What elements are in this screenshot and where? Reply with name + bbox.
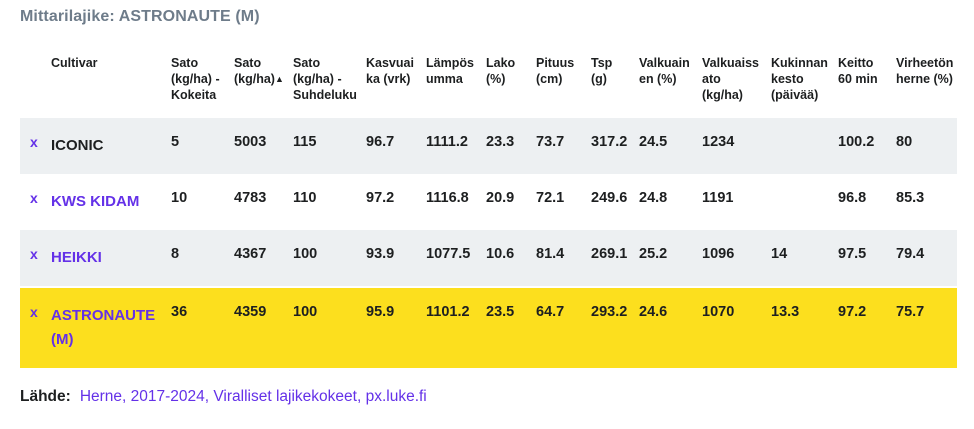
source-link[interactable]: Herne, 2017-2024, Viralliset lajikekokeet, px.luke.fi — [79, 388, 427, 406]
cell-value: 36 — [165, 287, 228, 368]
cell-value: 110 — [293, 190, 317, 207]
table-row — [20, 287, 957, 368]
column-header-sato-kokeita[interactable]: Sato (kg/ha) - Kokeita — [171, 56, 220, 102]
cell-value: 100 — [287, 287, 360, 368]
remove-row-button[interactable]: x — [30, 304, 38, 321]
column-header-keitto[interactable]: Keitto 60 min — [838, 56, 878, 86]
cultivar-name[interactable]: HEIKKI — [45, 230, 165, 287]
remove-cell — [20, 287, 45, 368]
reference-variety-value: ASTRONAUTE (M) — [118, 8, 260, 25]
cell-value: 93.9 — [360, 230, 420, 287]
column-header-sato[interactable]: Sato (kg/ha)▲ — [234, 56, 284, 86]
cell-value: 75.7 — [890, 287, 957, 368]
cell-value: 97.2 — [832, 287, 890, 368]
cell-value: 14 — [765, 230, 832, 287]
cell-value: 24.5 — [633, 118, 696, 174]
cell-value: 79.4 — [890, 230, 957, 287]
cell-value: 1191 — [702, 190, 734, 207]
column-header-tsp[interactable]: Tsp (g) — [591, 56, 613, 86]
cell-value: 1077.5 — [420, 230, 480, 287]
column-header-sato-suhdeluku[interactable]: Sato (kg/ha) - Suhdeluku — [293, 56, 357, 102]
cell-value: 23.3 — [480, 118, 530, 174]
table-body — [20, 118, 957, 368]
column-header-valkuainen[interactable]: Valkuainen (%) — [639, 56, 690, 86]
cell-value: 80 — [890, 118, 957, 174]
cell-value: 24.6 — [633, 287, 696, 368]
cell-value: 95.9 — [360, 287, 420, 368]
remove-row-button[interactable]: x — [30, 246, 38, 263]
cell-value: 10 — [171, 190, 188, 207]
cell-value: 8 — [165, 230, 228, 287]
cell-value: 293.2 — [585, 287, 633, 368]
column-header-kukinnan-kesto[interactable]: Kukinnan kesto (päivää) — [771, 56, 828, 102]
column-header-lako[interactable]: Lako (%) — [486, 56, 516, 86]
cell-value — [765, 118, 832, 174]
cell-value: 1116.8 — [426, 190, 469, 207]
column-header-lamposumma[interactable]: Lämpösumma — [426, 56, 474, 86]
cell-value: 4367 — [228, 230, 287, 287]
sort-ascending-icon: ▲ — [274, 73, 284, 84]
cell-value: 10.6 — [480, 230, 530, 287]
remove-row-button[interactable]: x — [30, 190, 38, 207]
column-header-pituus[interactable]: Pituus (cm) — [536, 56, 575, 86]
cell-value — [765, 174, 832, 230]
cell-value: 1070 — [696, 287, 765, 368]
column-header-virheeton-herne[interactable]: Virheetön herne (%) — [896, 56, 954, 86]
table-row — [20, 174, 957, 230]
cell-value: 4783 — [234, 190, 267, 207]
remove-cell — [20, 118, 45, 174]
cell-value: 115 — [287, 118, 360, 174]
cultivar-name[interactable]: ASTRONAUTE (M) — [45, 287, 165, 368]
cell-value: 96.7 — [360, 118, 420, 174]
cell-value: 13.3 — [765, 287, 832, 368]
remove-row-button[interactable]: x — [30, 134, 38, 151]
column-header-empty — [20, 51, 45, 118]
cell-value: 1096 — [696, 230, 765, 287]
cell-value: 5003 — [228, 118, 287, 174]
column-header-valkuaissato[interactable]: Valkuaissato (kg/ha) — [702, 56, 759, 102]
table-header-row — [20, 51, 957, 118]
cell-value: 81.4 — [530, 230, 585, 287]
cell-value: 96.8 — [838, 190, 867, 207]
cell-value: 73.7 — [530, 118, 585, 174]
cultivar-name[interactable]: KWS KIDAM — [51, 193, 140, 211]
source-line — [20, 388, 974, 406]
table-row — [20, 118, 957, 174]
page-title — [20, 8, 974, 26]
cultivar-name: ICONIC — [45, 118, 165, 174]
cell-value: 97.5 — [832, 230, 890, 287]
source-label: Lähde: — [20, 388, 71, 406]
cell-value: 25.2 — [633, 230, 696, 287]
cell-value: 100.2 — [832, 118, 890, 174]
column-header-cultivar[interactable]: Cultivar — [51, 56, 98, 70]
cell-value: 100 — [287, 230, 360, 287]
cell-value: 269.1 — [585, 230, 633, 287]
cell-value: 4359 — [228, 287, 287, 368]
cell-value: 64.7 — [530, 287, 585, 368]
column-header-kasvuaika[interactable]: Kasvuaika (vrk) — [366, 56, 414, 86]
cell-value: 317.2 — [585, 118, 633, 174]
cell-value: 85.3 — [896, 190, 925, 207]
cultivar-results-table — [20, 51, 957, 368]
cell-value: 23.5 — [480, 287, 530, 368]
table-row — [20, 230, 957, 287]
cell-value: 1111.2 — [420, 118, 480, 174]
remove-cell — [20, 230, 45, 287]
cell-value: 1101.2 — [420, 287, 480, 368]
cell-value: 20.9 — [486, 190, 515, 207]
cell-value: 5 — [165, 118, 228, 174]
cell-value: 1234 — [696, 118, 765, 174]
cell-value: 249.6 — [591, 190, 628, 207]
cell-value: 72.1 — [536, 190, 565, 207]
reference-variety-label: Mittarilajike: — [20, 8, 115, 25]
remove-cell — [20, 174, 45, 230]
cell-value: 24.8 — [639, 190, 668, 207]
cell-value: 97.2 — [366, 190, 395, 207]
